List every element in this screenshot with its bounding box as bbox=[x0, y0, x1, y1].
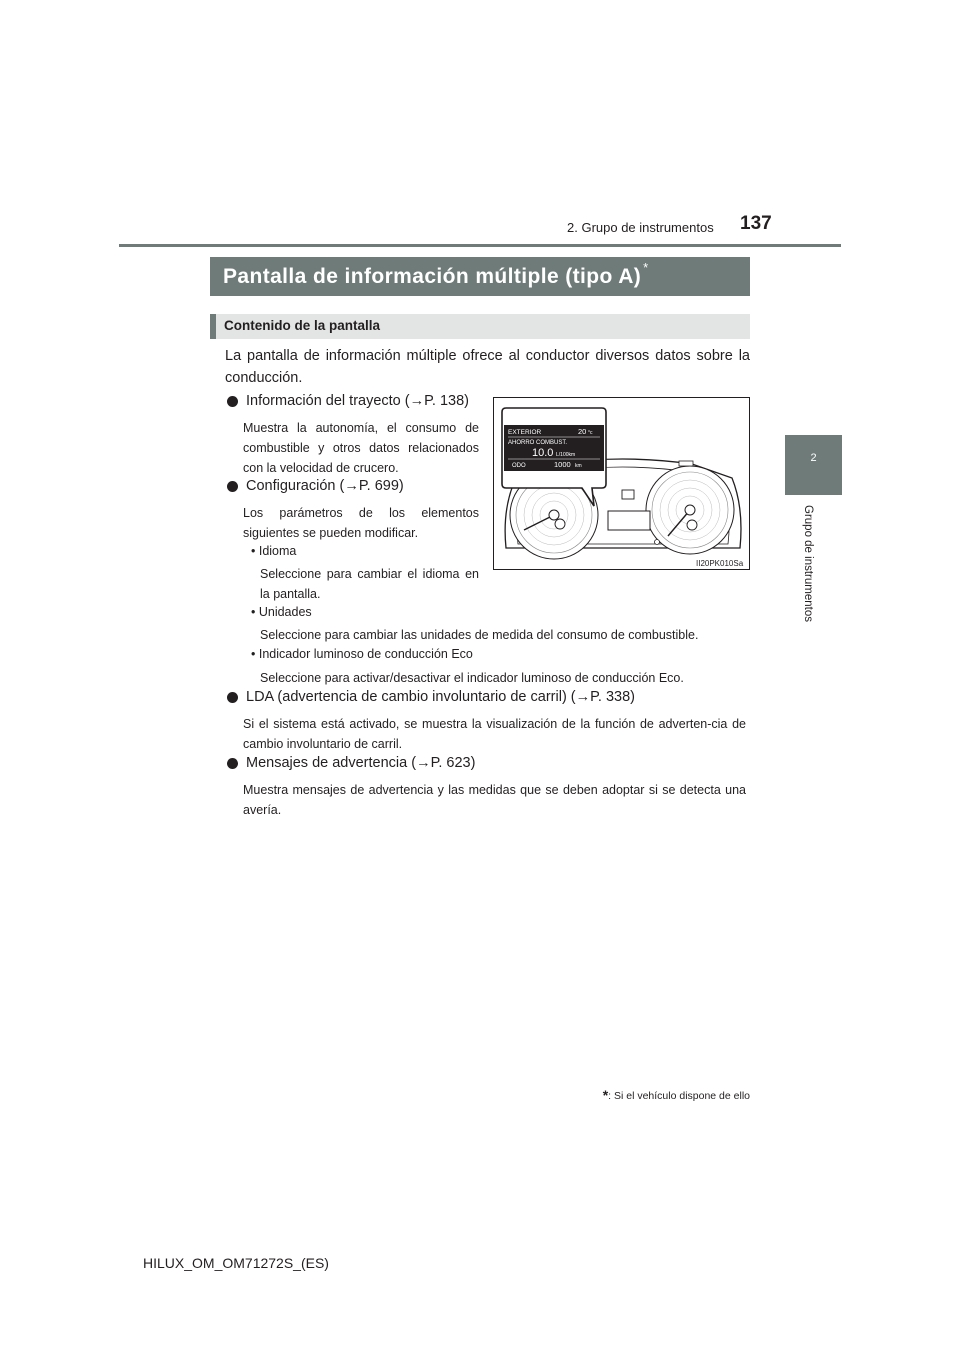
sub-item-description: Seleccione para cambiar las unidades de medida del consumo de combustible. bbox=[260, 628, 699, 642]
fuel-value: 10.0 bbox=[532, 447, 554, 459]
item-label: LDA (advertencia de cambio involuntario de carril) (→P. 338) bbox=[246, 689, 636, 705]
footnote-asterisk: * bbox=[602, 1087, 609, 1103]
list-item bbox=[227, 393, 469, 409]
figure-code: II20PK010Sa bbox=[696, 559, 744, 568]
chapter-title: 2. Grupo de instrumentos bbox=[567, 220, 714, 235]
sub-item-label: • Indicador luminoso de conducción Eco bbox=[251, 647, 473, 661]
list-item bbox=[227, 755, 475, 771]
footnote-text: : Si el vehículo dispone de ello bbox=[608, 1090, 750, 1102]
chapter-side-tab bbox=[785, 435, 842, 495]
exterior-unit: °c bbox=[588, 430, 593, 436]
section-title: Pantalla de información múltiple (tipo A) bbox=[223, 264, 642, 288]
sub-item-description: Seleccione para activar/desactivar el indicador luminoso de conducción Eco. bbox=[260, 671, 684, 685]
subsection-title: Contenido de la pantalla bbox=[224, 318, 381, 333]
side-tab-number: 2 bbox=[810, 452, 817, 464]
item-label: Información del trayecto (→P. 138) bbox=[246, 393, 469, 409]
sub-item-description: Seleccione para cambiar el idioma en la pantalla. bbox=[260, 567, 479, 601]
document-code: HILUX_OM_OM71272S_(ES) bbox=[143, 1255, 329, 1271]
section-banner bbox=[210, 257, 750, 296]
instrument-cluster-illustration bbox=[493, 397, 750, 570]
list-item bbox=[227, 689, 635, 705]
odo-unit: km bbox=[575, 463, 582, 469]
bullet-icon bbox=[227, 481, 238, 492]
sub-item-label: • Idioma bbox=[251, 544, 297, 558]
odo-label: ODO bbox=[512, 463, 526, 469]
item-description: Muestra mensajes de advertencia y las medidas que se deben adoptar si se detecta una avería. bbox=[243, 783, 746, 817]
bullet-icon bbox=[227, 396, 238, 407]
exterior-label: EXTERIOR bbox=[508, 429, 542, 436]
fuel-unit: L/100km bbox=[556, 452, 576, 458]
page-number: 137 bbox=[740, 213, 772, 234]
intro-paragraph: La pantalla de información múltiple ofrece al conductor diversos datos sobre la conducción. bbox=[225, 348, 750, 386]
bullet-icon bbox=[227, 692, 238, 703]
side-tab-caption: Grupo de instrumentos bbox=[802, 505, 814, 622]
header-divider bbox=[119, 244, 841, 247]
item-label: Mensajes de advertencia (→P. 623) bbox=[246, 755, 476, 771]
list-item bbox=[227, 478, 404, 494]
section-asterisk: * bbox=[643, 260, 649, 275]
sub-item-label: • Unidades bbox=[251, 605, 312, 619]
subsection-accent bbox=[210, 314, 216, 339]
instrument-cluster-drawing bbox=[494, 398, 749, 569]
item-description: Si el sistema está activado, se muestra la visualización de la función de adverten-cia de cambio involuntario de carril. bbox=[243, 717, 746, 751]
odo-value: 1000 bbox=[554, 460, 571, 469]
item-description: Los parámetros de los elementos siguientes se pueden modificar. bbox=[243, 506, 479, 540]
footnote bbox=[580, 1087, 750, 1103]
subsection-bar bbox=[210, 314, 750, 339]
item-label: Configuración (→P. 699) bbox=[246, 478, 404, 494]
bullet-icon bbox=[227, 758, 238, 769]
item-description: Muestra la autonomía, el consumo de combustible y otros datos relacionados con la velocidad de crucero. bbox=[243, 421, 479, 475]
fuel-label: AHORRO COMBUST. bbox=[508, 440, 568, 446]
exterior-value: 20 bbox=[578, 427, 587, 436]
